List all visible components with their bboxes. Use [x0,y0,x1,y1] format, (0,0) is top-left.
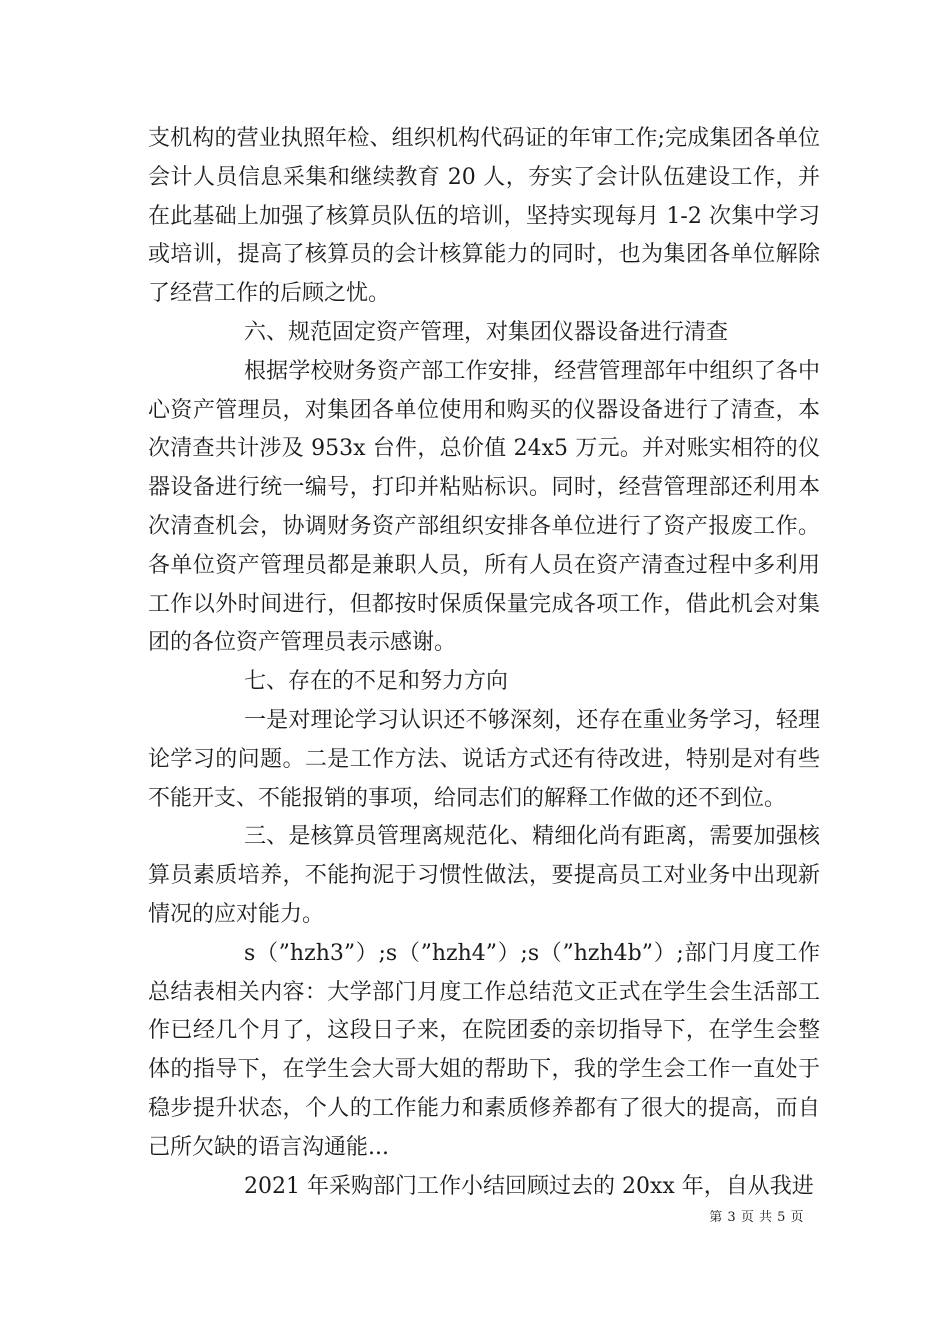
page-number-footer: 第 3 页 共 5 页 [709,1210,804,1225]
section-heading-seven: 七、存在的不足和努力方向 [244,669,509,695]
paragraph-purchasing-summary: 2021 年采购部门工作小结回顾过去的 20xx 年，自从我进 [244,1173,814,1199]
paragraph-related-content: s（”hzh3”）;s（”hzh4”）;s（”hzh4b”）;部门月度工作总结表相关内容：大学部门月度工作总结范文正式在学生会生活部工作已经几个月了，这段日子来，在院团委的亲切指导下，在学生会整体的指导下，在学生会大哥大姐的帮助下，我的学生会工作一直处于稳步提升状态，个人的工作能力和素质修养都有了很大的提高，而自己所欠缺的语言沟通能... [148,940,820,1160]
paragraph-asset-check: 根据学校财务资产部工作安排，经营管理部年中组织了各中心资产管理员，对集团各单位使用和购买的仪器设备进行了清查，本次清查共计涉及 953x 台件，总价值 24x5 万元。并对账实相符的仪器设备进行统一编号，打印并粘贴标识。同时，经营管理部还利用本次清查机会，协调财务资产部组织安排各单位进行了资产报废工作。各单位资产管理员都是兼职人员，所有人员在资产清查过程中多利用工作以外时间进行，但都按时保质保量完成各项工作，借此机会对集团的各位资产管理员表示感谢。 [148,358,820,656]
section-heading-six: 六、规范固定资产管理，对集团仪器设备进行清查 [244,319,729,345]
paragraph-accountant-management: 三、是核算员管理离规范化、精细化尚有距离，需要加强核算员素质培养，不能拘泥于习惯性做法，要提高员工对业务中出现新情况的应对能力。 [148,824,820,927]
paragraph-continuation: 支机构的营业执照年检、组织机构代码证的年审工作;完成集团各单位会计人员信息采集和继续教育 20 人，夯实了会计队伍建设工作，并在此基础上加强了核算员队伍的培训，坚持实现每月 1-2 次集中学习或培训，提高了核算员的会计核算能力的同时，也为集团各单位解除了经营工作的后顾之忧。 [148,126,820,307]
document-body [148,120,820,1206]
paragraph-shortcomings: 一是对理论学习认识还不够深刻，还存在重业务学习，轻理论学习的问题。二是工作方法、说话方式还有待改进，特别是对有些不能开支、不能报销的事项，给同志们的解释工作做的还不到位。 [148,707,820,811]
